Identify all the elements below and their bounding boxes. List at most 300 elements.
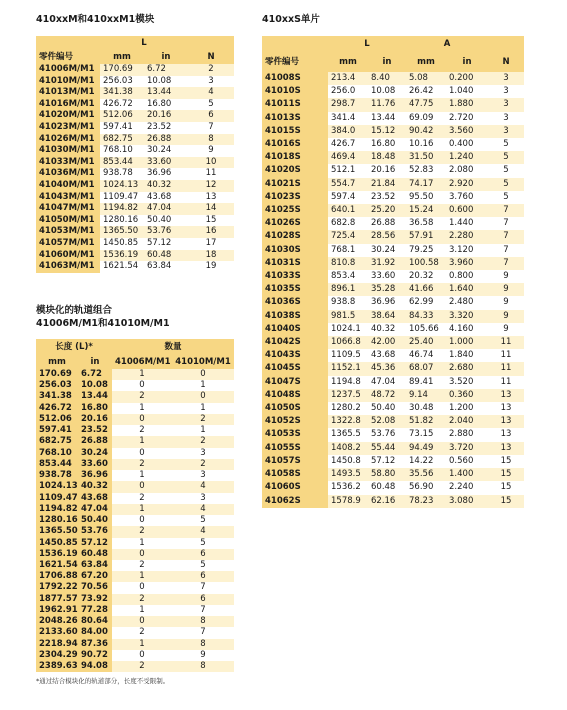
table-cell: 1.640	[446, 283, 488, 296]
table-cell: 1.040	[446, 85, 488, 98]
section3-title-line2: 41006M/M1和41010M/M1	[36, 318, 170, 329]
table-cell: 38.64	[368, 310, 406, 323]
header-N: N	[188, 51, 234, 64]
table-cell: 55.44	[368, 442, 406, 455]
table-cell: 1.880	[446, 98, 488, 111]
table-cell: 0	[172, 391, 234, 402]
table-row	[36, 605, 234, 616]
header-mm: mm	[406, 54, 446, 72]
table-cell: 45.36	[368, 362, 406, 375]
table-cell: 67.20	[78, 571, 112, 582]
table-row	[36, 99, 234, 111]
table-cell: 1	[112, 504, 172, 515]
table-cell: 9	[488, 283, 524, 296]
table-cell: 1280.2	[328, 402, 368, 415]
table-cell: 57.12	[144, 238, 188, 250]
table-cell: 213.4	[328, 72, 368, 85]
table-cell: 36.96	[368, 296, 406, 309]
table-cell: 768.1	[328, 244, 368, 257]
table-cell: 1	[112, 639, 172, 650]
table-cell: 9	[488, 270, 524, 283]
table-cell: 554.7	[328, 178, 368, 191]
table-cell: 7	[488, 204, 524, 217]
table-cell: 2	[172, 436, 234, 447]
table-cell: 6	[172, 594, 234, 605]
table-cell: 13.44	[78, 391, 112, 402]
table-cell: 41053M/M1	[36, 226, 100, 238]
table-cell: 3	[488, 98, 524, 111]
table-cell: 41023M/M1	[36, 122, 100, 134]
table-cell: 41016M/M1	[36, 99, 100, 111]
table-cell: 341.4	[328, 112, 368, 125]
table-cell: 1792.22	[36, 582, 78, 593]
table-cell: 682.75	[36, 436, 78, 447]
table-cell: 41050M/M1	[36, 215, 100, 227]
table-cell: 41023S	[262, 191, 328, 204]
table-cell: 41010S	[262, 85, 328, 98]
table-cell: 23.52	[368, 191, 406, 204]
table-row	[262, 323, 524, 336]
table-cell: 33.60	[368, 270, 406, 283]
table-cell: 15	[488, 481, 524, 494]
table-cell: 1109.5	[328, 349, 368, 362]
table-cell: 105.66	[406, 323, 446, 336]
table-cell: 2	[112, 627, 172, 638]
table-cell: 1450.85	[36, 538, 78, 549]
table-cell: 53.76	[78, 526, 112, 537]
table-cell: 7	[488, 244, 524, 257]
table-cell: 41043M/M1	[36, 192, 100, 204]
table-cell: 2	[112, 425, 172, 436]
table-cell: 41052S	[262, 415, 328, 428]
table-cell: 68.07	[406, 362, 446, 375]
header-code: 零件编号	[36, 51, 100, 64]
table-row	[36, 639, 234, 650]
table-cell: 682.75	[100, 134, 144, 146]
table-cell: 17	[188, 238, 234, 250]
table-cell: 5.08	[406, 72, 446, 85]
table-cell: 1.000	[446, 336, 488, 349]
table-cell: 41057M/M1	[36, 238, 100, 250]
table-cell: 41033M/M1	[36, 157, 100, 169]
table-cell: 41020S	[262, 164, 328, 177]
table-cell: 341.38	[100, 87, 144, 99]
table-cell: 41047S	[262, 376, 328, 389]
table-cell: 0.360	[446, 389, 488, 402]
table-row	[262, 468, 524, 481]
table-cell: 2218.94	[36, 639, 78, 650]
table-cell: 26.42	[406, 85, 446, 98]
table-cell: 16.80	[78, 403, 112, 414]
table-cell: 1024.13	[100, 180, 144, 192]
table-cell: 853.44	[100, 157, 144, 169]
table-cell: 1877.57	[36, 594, 78, 605]
table-row	[262, 191, 524, 204]
table-row	[36, 425, 234, 436]
table-cell: 77.28	[78, 605, 112, 616]
table-cell: 5	[488, 138, 524, 151]
table-cell: 57.12	[78, 538, 112, 549]
table-cell: 768.10	[100, 145, 144, 157]
table-cell: 40.32	[144, 180, 188, 192]
table-cell: 0	[112, 582, 172, 593]
table-cell: 1024.13	[36, 481, 78, 492]
table-row	[36, 391, 234, 402]
table-cell: 2.080	[446, 164, 488, 177]
table-cell: 0	[112, 515, 172, 526]
table-cell: 2.680	[446, 362, 488, 375]
table-cell: 18	[188, 250, 234, 262]
table-row	[36, 192, 234, 204]
table-cell: 41058S	[262, 468, 328, 481]
table-cell: 1	[172, 380, 234, 391]
table-cell: 41047M/M1	[36, 203, 100, 215]
table-cell: 16.80	[368, 138, 406, 151]
table-cell: 3	[172, 493, 234, 504]
table-cell: 41026S	[262, 217, 328, 230]
table-cell: 10.08	[78, 380, 112, 391]
table-row	[36, 403, 234, 414]
table-cell: 20.32	[406, 270, 446, 283]
table-row	[36, 110, 234, 122]
table-row	[36, 526, 234, 537]
table-row	[36, 226, 234, 238]
table-cell: 2.920	[446, 178, 488, 191]
table-cell: 14	[188, 203, 234, 215]
table-cell: 1194.8	[328, 376, 368, 389]
table-cell: 41040M/M1	[36, 180, 100, 192]
table-cell: 1493.5	[328, 468, 368, 481]
table-cell: 20.16	[144, 110, 188, 122]
table-cell: 26.88	[368, 217, 406, 230]
table-cell: 1536.19	[36, 549, 78, 560]
table-cell: 13	[488, 428, 524, 441]
table-cell: 1	[112, 369, 172, 380]
table-row	[36, 134, 234, 146]
table-cell: 16	[188, 226, 234, 238]
table-cell: 7	[172, 582, 234, 593]
module-table	[36, 36, 234, 273]
table-row	[262, 178, 524, 191]
table-cell: 5	[488, 164, 524, 177]
table-cell: 15.12	[368, 125, 406, 138]
table-cell: 41033S	[262, 270, 328, 283]
table-cell: 512.1	[328, 164, 368, 177]
table-cell: 1	[172, 403, 234, 414]
table-cell: 1109.47	[36, 493, 78, 504]
header-in: in	[368, 54, 406, 72]
table-cell: 1024.1	[328, 323, 368, 336]
table-cell: 94.08	[78, 661, 112, 672]
section2-title: 410xxS单片	[262, 14, 320, 25]
table-row	[262, 244, 524, 257]
table-row	[36, 459, 234, 470]
table-cell: 79.25	[406, 244, 446, 257]
table-cell: 256.0	[328, 85, 368, 98]
table-row	[36, 616, 234, 627]
table-cell: 15.24	[406, 204, 446, 217]
table-row	[36, 145, 234, 157]
table-cell: 2	[172, 414, 234, 425]
table-cell: 50.40	[78, 515, 112, 526]
table-cell: 100.58	[406, 257, 446, 270]
footnote: *通过结合模块化的轨道部分，长度不受限制。	[36, 677, 170, 685]
table-cell: 5	[188, 99, 234, 111]
table-cell: 6.72	[78, 369, 112, 380]
table-row	[262, 296, 524, 309]
table-cell: 810.8	[328, 257, 368, 270]
table-cell: 7	[172, 605, 234, 616]
table-cell: 28.56	[368, 230, 406, 243]
table-cell: 70.56	[78, 582, 112, 593]
table-cell: 896.1	[328, 283, 368, 296]
table-cell: 11.76	[368, 98, 406, 111]
table-cell: 41030M/M1	[36, 145, 100, 157]
table-cell: 512.06	[100, 110, 144, 122]
table-cell: 1365.50	[36, 526, 78, 537]
header-mm: mm	[100, 51, 144, 64]
table-cell: 30.24	[78, 448, 112, 459]
table-cell: 40.32	[368, 323, 406, 336]
table-cell: 41057S	[262, 455, 328, 468]
table-cell: 41013S	[262, 112, 328, 125]
table-cell: 41.66	[406, 283, 446, 296]
table-cell: 938.8	[328, 296, 368, 309]
table-row	[262, 349, 524, 362]
table-cell: 5	[172, 538, 234, 549]
table-cell: 469.4	[328, 151, 368, 164]
table-row	[36, 168, 234, 180]
table-row	[36, 560, 234, 571]
table-cell: 57.12	[368, 455, 406, 468]
table-cell: 6.72	[144, 64, 188, 76]
table-cell: 1	[112, 605, 172, 616]
table-cell: 9	[188, 145, 234, 157]
table-cell: 2	[112, 459, 172, 470]
table-cell: 597.41	[36, 425, 78, 436]
table-cell: 47.75	[406, 98, 446, 111]
table-cell: 21.84	[368, 178, 406, 191]
table-cell: 1066.8	[328, 336, 368, 349]
table-cell: 36.58	[406, 217, 446, 230]
table-cell: 9	[488, 310, 524, 323]
table-cell: 1962.91	[36, 605, 78, 616]
table-cell: 1	[112, 538, 172, 549]
table-cell: 1.840	[446, 349, 488, 362]
table-cell: 26.88	[78, 436, 112, 447]
table-cell: 41060M/M1	[36, 250, 100, 262]
table-row	[262, 125, 524, 138]
table-cell: 3	[488, 112, 524, 125]
table-cell: 1152.1	[328, 362, 368, 375]
table-cell: 0	[112, 481, 172, 492]
table-cell: 2389.63	[36, 661, 78, 672]
table-cell: 1450.85	[100, 238, 144, 250]
header-L: L	[100, 36, 188, 51]
table-cell: 0.400	[446, 138, 488, 151]
table-row	[36, 627, 234, 638]
table-cell: 41063M/M1	[36, 261, 100, 273]
table-row	[262, 257, 524, 270]
table-cell: 89.41	[406, 376, 446, 389]
table-cell: 597.4	[328, 191, 368, 204]
table-cell: 41055S	[262, 442, 328, 455]
table-cell: 981.5	[328, 310, 368, 323]
table-cell: 62.16	[368, 495, 406, 508]
table-cell: 41020M/M1	[36, 110, 100, 122]
table-cell: 41013M/M1	[36, 87, 100, 99]
table-cell: 53.76	[144, 226, 188, 238]
table-cell: 10.08	[368, 85, 406, 98]
table-cell: 9.14	[406, 389, 446, 402]
table-cell: 1322.8	[328, 415, 368, 428]
table-cell: 13.44	[144, 87, 188, 99]
table-cell: 3.960	[446, 257, 488, 270]
table-cell: 36.96	[144, 168, 188, 180]
table-row	[262, 72, 524, 85]
table-cell: 80.64	[78, 616, 112, 627]
table-cell: 35.56	[406, 468, 446, 481]
table-cell: 1.440	[446, 217, 488, 230]
table-row	[36, 369, 234, 380]
table-row	[36, 515, 234, 526]
table-cell: 41040S	[262, 323, 328, 336]
table-cell: 256.03	[36, 380, 78, 391]
table-row	[36, 470, 234, 481]
table-cell: 13	[488, 415, 524, 428]
table-cell: 41016S	[262, 138, 328, 151]
table-cell: 9	[488, 296, 524, 309]
table-cell: 1365.50	[100, 226, 144, 238]
table-cell: 10	[188, 157, 234, 169]
table-cell: 6	[172, 549, 234, 560]
table-row	[262, 495, 524, 508]
table-cell: 7	[488, 217, 524, 230]
table-cell: 1	[112, 470, 172, 481]
table-cell: 52.08	[368, 415, 406, 428]
table-cell: 53.76	[368, 428, 406, 441]
table-cell: 47.04	[144, 203, 188, 215]
table-cell: 41011S	[262, 98, 328, 111]
table-cell: 938.78	[100, 168, 144, 180]
table-cell: 9	[172, 650, 234, 661]
table-row	[262, 164, 524, 177]
table-cell: 13.44	[368, 112, 406, 125]
header-mm: mm	[36, 356, 78, 369]
table-cell: 3.760	[446, 191, 488, 204]
table-cell: 13	[488, 389, 524, 402]
table-cell: 41015S	[262, 125, 328, 138]
table-cell: 0.560	[446, 455, 488, 468]
table-cell: 41026M/M1	[36, 134, 100, 146]
table-row	[36, 493, 234, 504]
table-row	[36, 414, 234, 425]
table-cell: 56.90	[406, 481, 446, 494]
table-cell: 31.50	[406, 151, 446, 164]
table-cell: 5	[488, 191, 524, 204]
table-cell: 11	[488, 349, 524, 362]
table-cell: 41035S	[262, 283, 328, 296]
table-cell: 11	[488, 336, 524, 349]
table-row	[262, 151, 524, 164]
table-cell: 41028S	[262, 230, 328, 243]
table-cell: 20.16	[78, 414, 112, 425]
table-cell: 384.0	[328, 125, 368, 138]
header-N: N	[488, 54, 524, 72]
table-cell: 0	[112, 549, 172, 560]
table-cell: 2.240	[446, 481, 488, 494]
table-cell: 640.1	[328, 204, 368, 217]
table-row	[36, 180, 234, 192]
table-cell: 8	[172, 616, 234, 627]
table-row	[262, 442, 524, 455]
table-cell: 1621.54	[100, 261, 144, 273]
table-cell: 2048.26	[36, 616, 78, 627]
table-cell: 73.15	[406, 428, 446, 441]
table-cell: 41043S	[262, 349, 328, 362]
table-cell: 1536.2	[328, 481, 368, 494]
table-cell: 4	[172, 504, 234, 515]
table-row	[262, 402, 524, 415]
table-cell: 41045S	[262, 362, 328, 375]
table-cell: 3	[488, 72, 524, 85]
table-cell: 3.080	[446, 495, 488, 508]
header-A: A	[406, 36, 488, 54]
table-cell: 597.41	[100, 122, 144, 134]
table-cell: 256.03	[100, 76, 144, 88]
table-row	[262, 283, 524, 296]
header-length: 长度 (L)*	[36, 339, 112, 356]
header-L: L	[328, 36, 406, 54]
table-cell: 938.78	[36, 470, 78, 481]
table-row	[36, 436, 234, 447]
table-cell: 2	[188, 64, 234, 76]
table-row	[262, 230, 524, 243]
table-cell: 41038S	[262, 310, 328, 323]
table-row	[36, 122, 234, 134]
table-cell: 19	[188, 261, 234, 273]
table-cell: 1	[172, 425, 234, 436]
table-cell: 78.23	[406, 495, 446, 508]
table-cell: 47.04	[78, 504, 112, 515]
table-cell: 30.48	[406, 402, 446, 415]
table-row	[262, 389, 524, 402]
table-cell: 170.69	[36, 369, 78, 380]
table-cell: 43.68	[78, 493, 112, 504]
table-row	[36, 504, 234, 515]
table-row	[262, 112, 524, 125]
table-cell: 5	[172, 515, 234, 526]
table-cell: 1194.82	[36, 504, 78, 515]
header-col2: 41010M/M1	[172, 356, 234, 369]
header-in: in	[78, 356, 112, 369]
table-cell: 10.16	[406, 138, 446, 151]
table-cell: 47.04	[368, 376, 406, 389]
table-row	[36, 594, 234, 605]
table-row	[262, 362, 524, 375]
table-cell: 69.09	[406, 112, 446, 125]
table-row	[36, 64, 234, 76]
header-in: in	[446, 54, 488, 72]
table-cell: 31.92	[368, 257, 406, 270]
table-cell: 4	[172, 526, 234, 537]
table-cell: 3.520	[446, 376, 488, 389]
table-row	[36, 215, 234, 227]
table-cell: 41030S	[262, 244, 328, 257]
table-cell: 3.560	[446, 125, 488, 138]
table-cell: 0.600	[446, 204, 488, 217]
table-cell: 0	[112, 380, 172, 391]
